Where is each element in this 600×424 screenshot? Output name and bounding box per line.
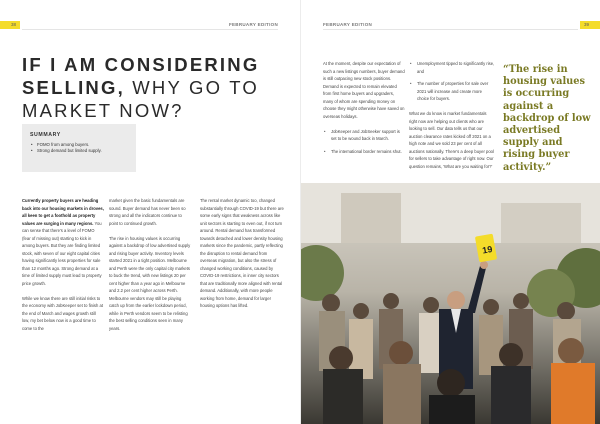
- body-column-3: [200, 197, 284, 317]
- bullet-item: • The number of properties for sale over 2021 will increase and create more choice for buyers.: [409, 80, 495, 103]
- pull-quote: “The rise in housing values is occurring against a backdrop of low advertised supply and rising buyer activity.”: [503, 64, 591, 173]
- title-line-2-light: WHY GO TO: [124, 77, 259, 98]
- header-rule: [323, 29, 578, 30]
- bullet-item: • Unemployment tipped to significantly rise, and: [409, 60, 495, 75]
- bullet-list: [409, 60, 495, 103]
- page-number-tab: [580, 21, 600, 29]
- auction-crowd-photo: [301, 183, 600, 424]
- paragraph: At the moment, despite our expectation of such a new listings numbers, buyer demand is still outpacing new stock positions. Demand is expected to remain elevated from first home buyers and upgraders, many of whom are spending money on choose they might otherwise have saved on overseas holidays.: [323, 61, 405, 119]
- page-number-tab: [0, 21, 20, 29]
- summary-box: [22, 124, 136, 172]
- lead-text: Currently property buyers are heading back into our housing markets in droves, all keen to get a foothold as property values are surging in many regions.: [22, 198, 104, 226]
- title-line-3: MARKET NOW?: [22, 100, 184, 121]
- body-column-1: [22, 197, 104, 340]
- summary-item: • FOMO from among buyers.: [30, 142, 128, 148]
- title-line-1: IF I AM CONSIDERING: [22, 54, 260, 75]
- paragraph: What we do know is market fundamentals right now are helping out clients who are looking to sell. Our data tells us that our auction clearance rates kicked off 2021 on a high note and we sold 23 per cent of all auctions nationally. There's a deep buyer pool for sellers to take advantage of right now. Our question remains, 'What are you waiting for?': [409, 111, 494, 169]
- right-column-1: [323, 60, 405, 163]
- paragraph-text: You can sense that there's a level of FOMO (fear of missing out) starting to kick in among buyers. But they are finding limited stock, with seven of our eight capital cities having significantly less properties for sale than 12 months ago. Strong demand at a time of limited supply must lead to property price growth.: [22, 220, 102, 286]
- paragraph: The rise in housing values is occurring against a backdrop of low advertised supply and rising buyer activity. Inventory levels started 2021 in a tight position. Melbourne and Perth were the only capital city markets to buck the trend, with new listings 20 per cent higher than a year ago in Melbourne and 2.2 per cent higher across Perth. Melbourne vendors may still be playing catch up from the earlier lockdown period, while in Perth vendors seem to be relisting the best selling conditions seen in many years.: [109, 235, 191, 331]
- photo-illustration: [301, 183, 600, 424]
- paragraph: The rental market dynamic too, changed substantially through COVID-19 but there are some early signs that weakness across like unit sectors is starting to even out, if not turn around. Rental demand has transformed towards detached and lower density housing markets since the pandemic, partly reflecting the disruption to rental demand from overseas migration, but also the stress of changed working conditions, caused by COVID-19 restrictions, in inner city sectors that are traditionally more aligned with rental demand. Additionally, with more people working from home, demand for larger housing options has lifted.: [200, 198, 284, 308]
- page-number: 39: [584, 22, 590, 27]
- bullet-item: • JobKeeper and JobSeeker support is set to be wound back in March.: [323, 128, 405, 143]
- title-line-2-bold: SELLING,: [22, 77, 125, 98]
- right-column-2: [409, 60, 495, 178]
- article-title: [22, 54, 292, 123]
- right-page: [300, 0, 600, 424]
- edition-label: FEBRUARY EDITION: [228, 22, 278, 27]
- edition-label: FEBRUARY EDITION: [323, 22, 373, 27]
- summary-list: [30, 142, 128, 154]
- paddle-number: 19: [481, 244, 494, 256]
- paragraph: [22, 197, 104, 287]
- body-column-2: [109, 197, 192, 340]
- bullet-item: • The international border remains shut.: [323, 148, 405, 156]
- summary-heading: SUMMARY: [30, 132, 61, 138]
- header-rule: [22, 29, 278, 30]
- summary-item: • Strong demand but limited supply.: [30, 148, 128, 154]
- bullet-list: [323, 128, 405, 156]
- paragraph: While we know there are still initial risks to the economy with JobKeeper set to finish at the end of March and wages growth still low, my bet below now is a good time to come to the: [22, 295, 104, 331]
- paragraph: market given the basic fundamentals are sound. Buyer demand has never been so strong and all the indicators continue to point to continued growth.: [109, 198, 186, 226]
- page-number: 38: [10, 22, 16, 27]
